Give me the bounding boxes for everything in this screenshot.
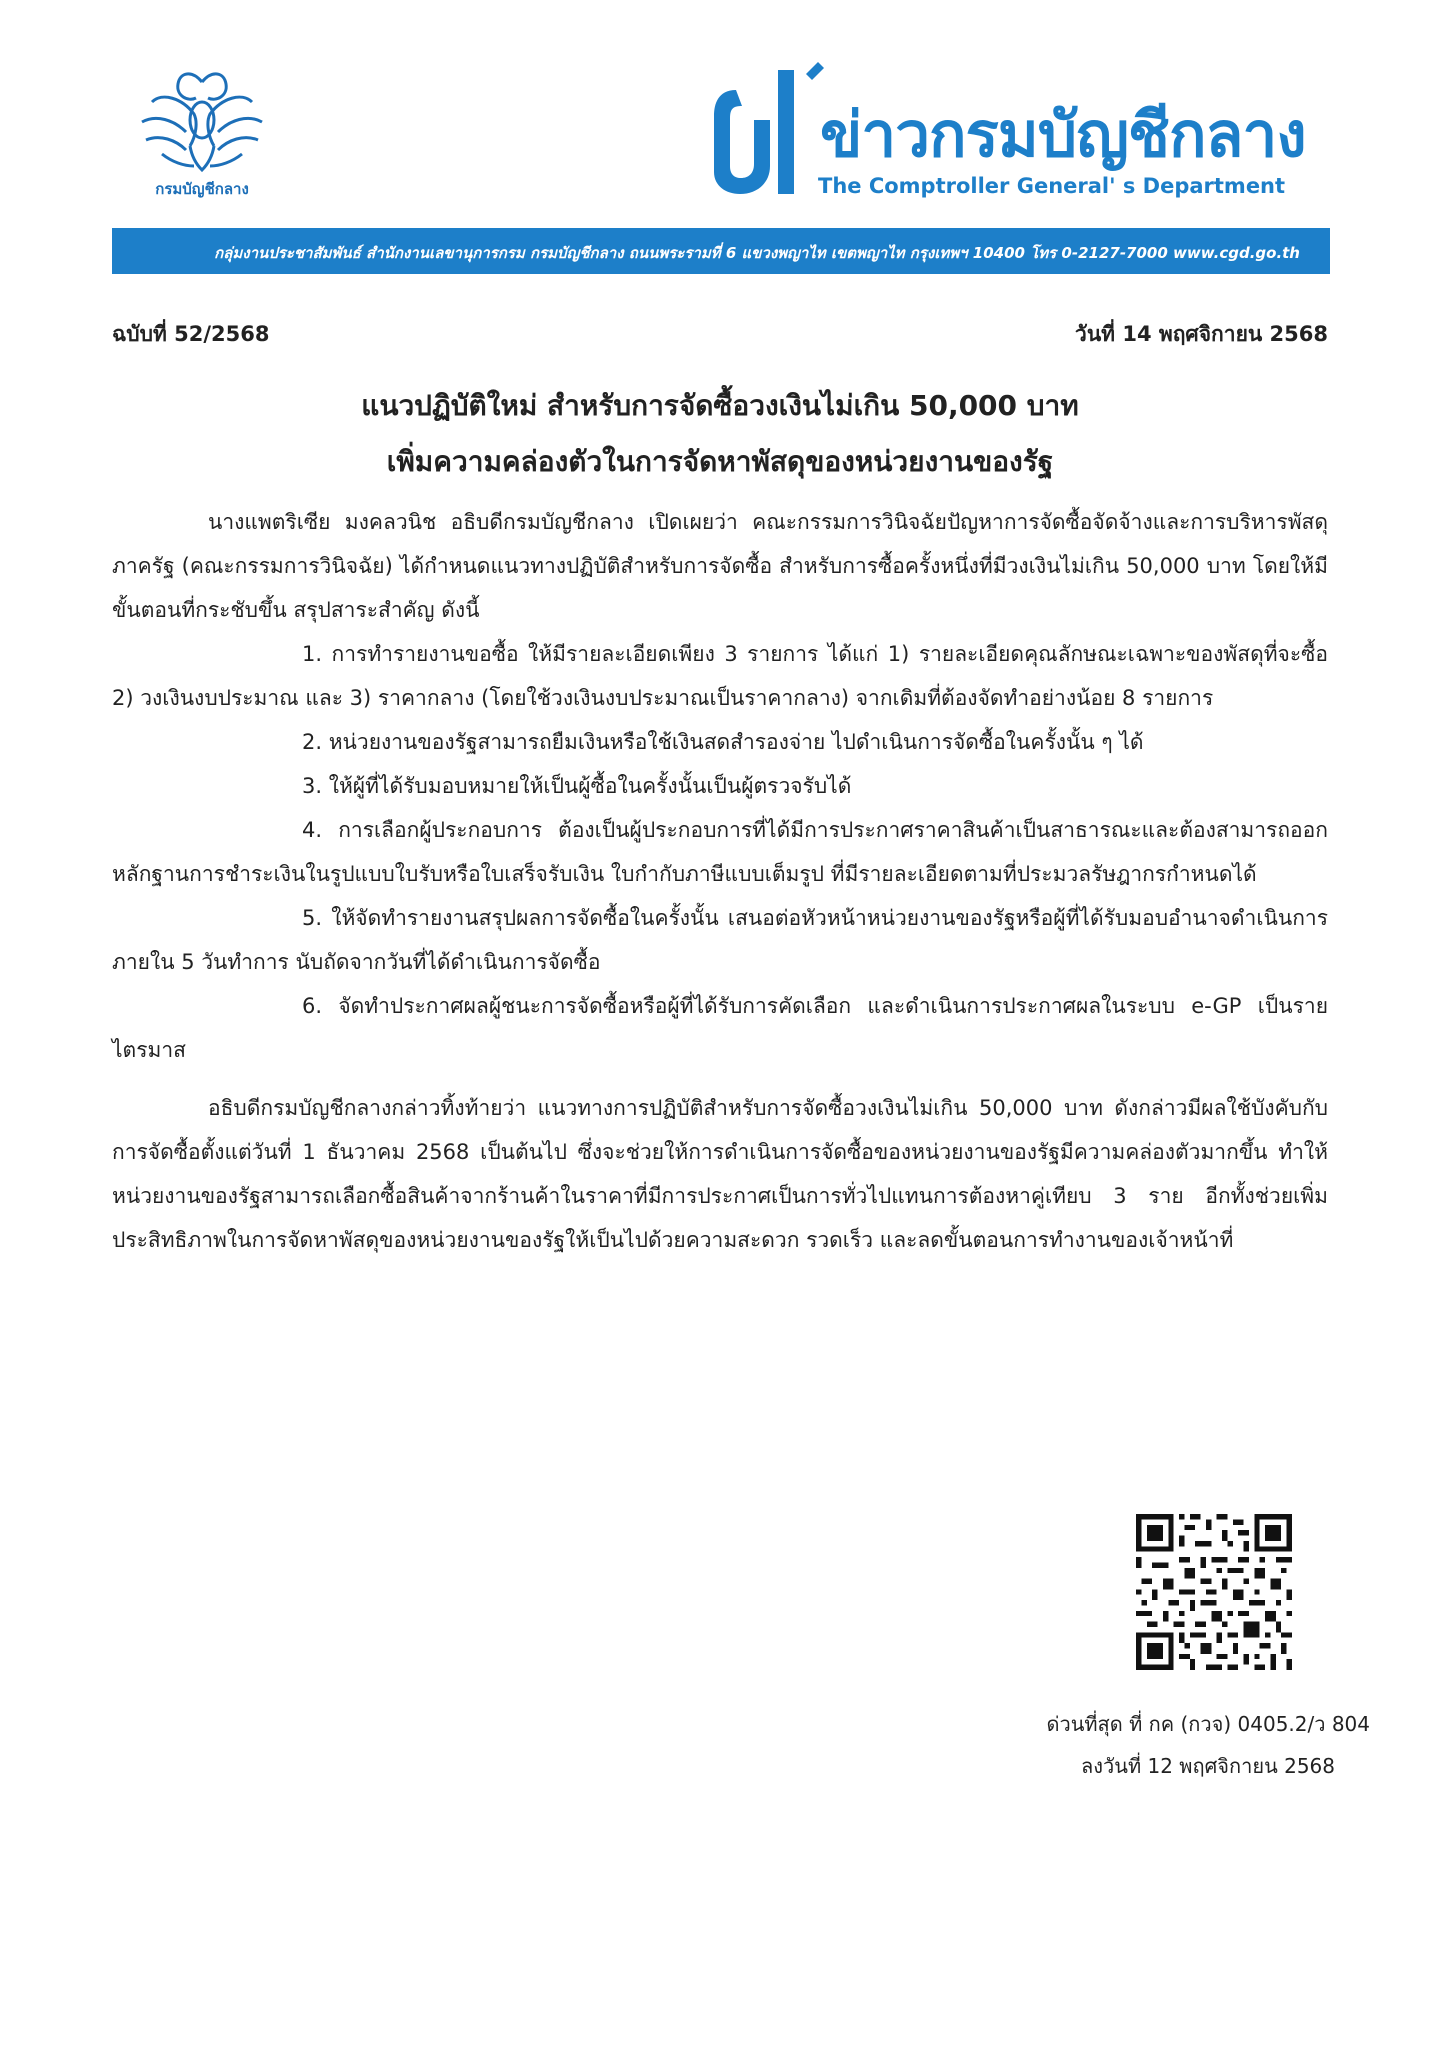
press-release-body (112, 500, 1328, 1262)
list-item-2: 2. หน่วยงานของรัฐสามารถยืมเงินหรือใช้เงินสดสำรองจ่าย ไปดำเนินการจัดซื้อในครั้งนั้น ๆ ได้ (302, 730, 1144, 754)
intro-paragraph: นางแพตริเซีย มงคลวนิช อธิบดีกรมบัญชีกลาง เปิดเผยว่า คณะกรรมการวินิจฉัยปัญหาการจัดซื้อจัดจ้างและการบริหารพัสดุภาครัฐ (คณะกรรมการวินิจฉัย) ได้กำหนดแนวทางปฏิบัติสำหรับการจัดซื้อ สำหรับการซื้อครั้งหนึ่งที่มีวงเงินไม่เกิน 50,000 บาท โดยให้มีขั้นตอนที่กระชับขึ้น สรุปสาระสำคัญ ดังนี้ (112, 510, 1328, 622)
contact-banner-text: กลุ่มงานประชาสัมพันธ์ สำนักงานเลขานุการกรม กรมบัญชีกลาง ถนนพระรามที่ 6 แขวงพญาไท เขตพญาไท กรุงเทพฯ 10400 โทร 0-2127-7000 www.cgd.go.th (214, 244, 1300, 262)
reference-date: ลงวันที่ 12 พฤศจิกายน 2568 (1081, 1754, 1335, 1778)
title-line-2: เพิ่มความคล่องตัวในการจัดหาพัสดุของหน่วยงานของรัฐ (386, 445, 1054, 478)
list-item-4: 4. การเลือกผู้ประกอบการ ต้องเป็นผู้ประกอบการที่ได้มีการประกาศราคาสินค้าเป็นสาธารณะและต้องสามารถออกหลักฐานการชำระเงินในรูปแบบใบรับหรือใบเสร็จรับเงิน ใบกำกับภาษีแบบเต็มรูป ที่มีรายละเอียดตามที่ประมวลรัษฎากรกำหนดได้ (112, 818, 1328, 886)
list-item-3: 3. ให้ผู้ที่ได้รับมอบหมายให้เป็นผู้ซื้อในครั้งนั้นเป็นผู้ตรวจรับได้ (302, 774, 852, 798)
news-logo-thai: ข่าวกรมบัญชีกลาง (820, 98, 1306, 171)
press-release-title (112, 378, 1328, 490)
garuda-emblem-icon (132, 62, 272, 200)
contact-banner (112, 228, 1330, 274)
list-item-1: 1. การทำรายงานขอซื้อ ให้มีรายละเอียดเพียง 3 รายการ ได้แก่ 1) รายละเอียดคุณลักษณะเฉพาะของพัสดุที่จะซื้อ 2) วงเงินงบประมาณ และ 3) ราคากลาง (โดยใช้วงเงินงบประมาณเป็นราคากลาง) จากเดิมที่ต้องจัดทำอย่างน้อย 8 รายการ (112, 642, 1328, 710)
news-logo-english: The Comptroller General' s Department (818, 174, 1286, 198)
issue-number: ฉบับที่ 52/2568 (112, 322, 270, 346)
list-item-5: 5. ให้จัดทำรายงานสรุปผลการจัดซื้อในครั้งนั้น เสนอต่อหัวหน้าหน่วยงานของรัฐหรือผู้ที่ได้รับมอบอำนาจดำเนินการภายใน 5 วันทำการ นับถัดจากวันที่ได้ดำเนินการจัดซื้อ (112, 906, 1328, 974)
list-item-6: 6. จัดทำประกาศผลผู้ชนะการจัดซื้อหรือผู้ที่ได้รับการคัดเลือก และดำเนินการประกาศผลในระบบ e-GP เป็นรายไตรมาส (112, 994, 1328, 1062)
qr-code-icon[interactable] (1136, 1514, 1292, 1670)
issue-date: วันที่ 14 พฤศจิกายน 2568 (1075, 322, 1328, 346)
title-line-1: แนวปฏิบัติใหม่ สำหรับการจัดซื้อวงเงินไม่เกิน 50,000 บาท (361, 389, 1079, 422)
emblem-label: กรมบัญชีกลาง (155, 180, 249, 198)
closing-paragraph: อธิบดีกรมบัญชีกลางกล่าวทิ้งท้ายว่า แนวทางการปฏิบัติสำหรับการจัดซื้อวงเงินไม่เกิน 50,000 บาท ดังกล่าวมีผลใช้บังคับกับการจัดซื้อตั้งแต่วันที่ 1 ธันวาคม 2568 เป็นต้นไป ซึ่งจะช่วยให้การดำเนินการจัดซื้อของหน่วยงานของรัฐมีความคล่องตัวมากขึ้น ทำให้หน่วยงานของรัฐสามารถเลือกซื้อสินค้าจากร้านค้าในราคาที่มีการประกาศเป็นการทั่วไปแทนการต้องหาคู่เทียบ 3 ราย อีกทั้งช่วยเพิ่มประสิทธิภาพในการจัดหาพัสดุของหน่วยงานของรัฐให้เป็นไปด้วยความสะดวก รวดเร็ว และลดขั้นตอนการทำงานของเจ้าหน้าที่ (112, 1096, 1328, 1252)
reference-number: ด่วนที่สุด ที่ กค (กวจ) 0405.2/ว 804 (1046, 1712, 1370, 1736)
